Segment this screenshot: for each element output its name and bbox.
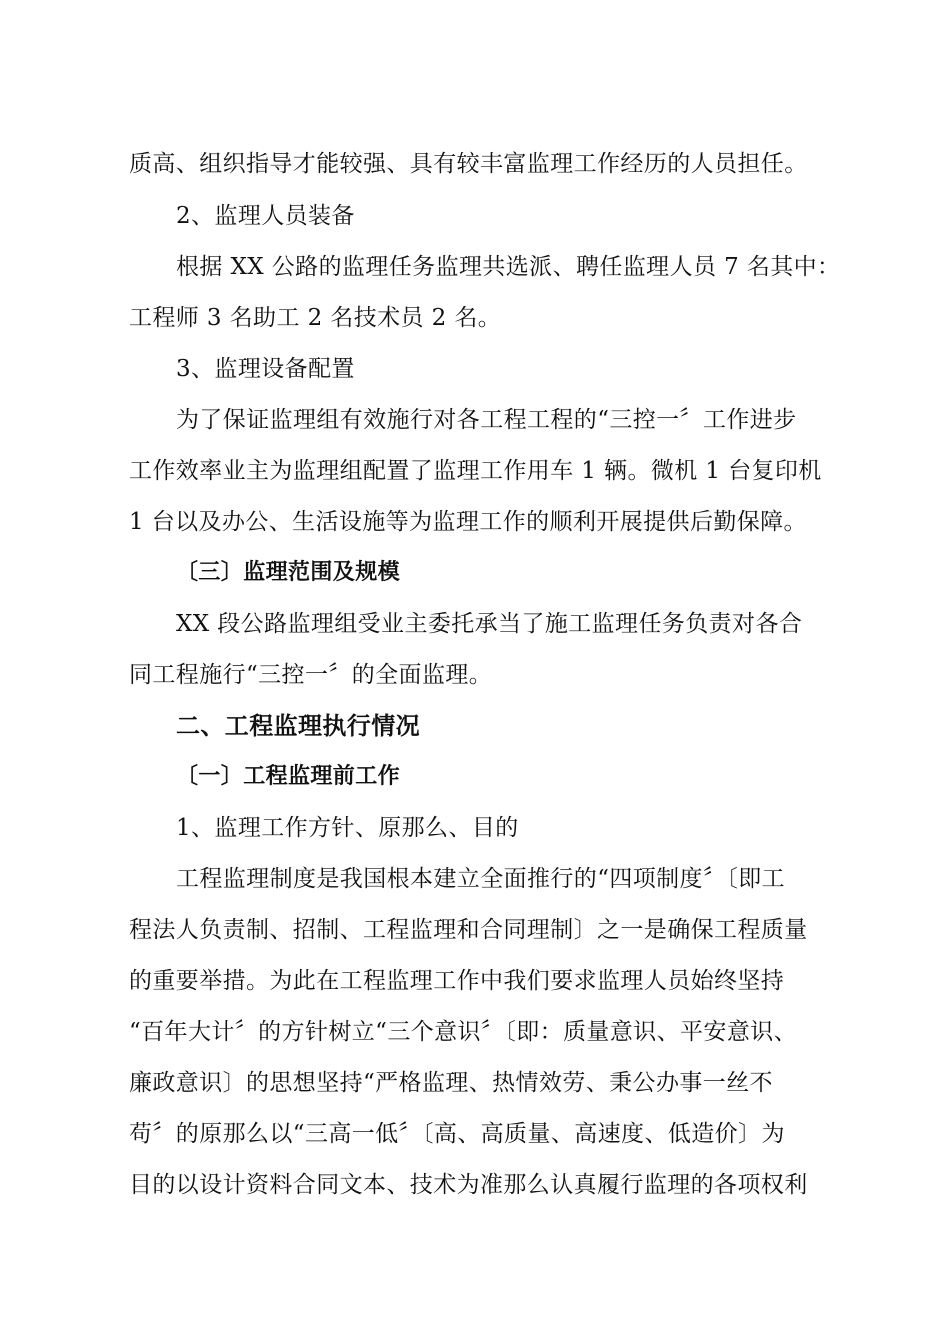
section-heading: 〔三〕监理范围及规模: [176, 560, 401, 585]
paragraph-first-line: 根据 XX 公路的监理任务监理共选派、聘任监理人员 7 名其中：: [176, 254, 841, 280]
paragraph-first-line: 为了保证监理组有效施行对各工程工程的“三控一〞工作进步: [176, 407, 797, 433]
numbered-heading: 1、监理工作方针、原那么、目的: [176, 815, 519, 841]
body-line: 工程师 3 名助工 2 名技术员 2 名。: [129, 305, 502, 331]
body-line: 1 台以及办公、生活设施等为监理工作的顺利开展提供后勤保障。: [129, 509, 807, 535]
body-line: 苟〞的原那么以“三高一低〞〔高、高质量、高速度、低造价〕为: [129, 1121, 785, 1147]
body-line: 工作效率业主为监理组配置了监理工作用车 1 辆。微机 1 台复印机: [129, 458, 822, 484]
body-line: “百年大计〞的方针树立“三个意识〞〔即：质量意识、平安意识、: [129, 1019, 798, 1045]
body-line: 质高、组织指导才能较强、具有较丰富监理工作经历的人员担任。: [129, 151, 808, 177]
section-heading: 〔一〕工程监理前工作: [176, 764, 401, 789]
paragraph-first-line: XX 段公路监理组受业主委托承当了施工监理任务负责对各合: [176, 611, 803, 637]
body-line: 目的以设计资料合同文本、技术为准那么认真履行监理的各项权利: [129, 1172, 808, 1198]
chapter-heading: 二、工程监理执行情况: [176, 712, 420, 740]
body-line: 程法人负责制、招制、工程监理和合同理制〕之一是确保工程质量: [129, 917, 808, 943]
body-line: 的重要举措。为此在工程监理工作中我们要求监理人员始终坚持: [129, 968, 785, 994]
paragraph-first-line: 工程监理制度是我国根本建立全面推行的“四项制度〞〔即工: [176, 866, 786, 892]
numbered-heading: 2、监理人员装备: [176, 203, 355, 229]
body-line: 廉政意识〕的思想坚持“严格监理、热情效劳、秉公办事一丝不: [129, 1070, 773, 1096]
body-line: 同工程施行“三控一〞的全面监理。: [129, 662, 493, 688]
numbered-heading: 3、监理设备配置: [176, 356, 355, 382]
